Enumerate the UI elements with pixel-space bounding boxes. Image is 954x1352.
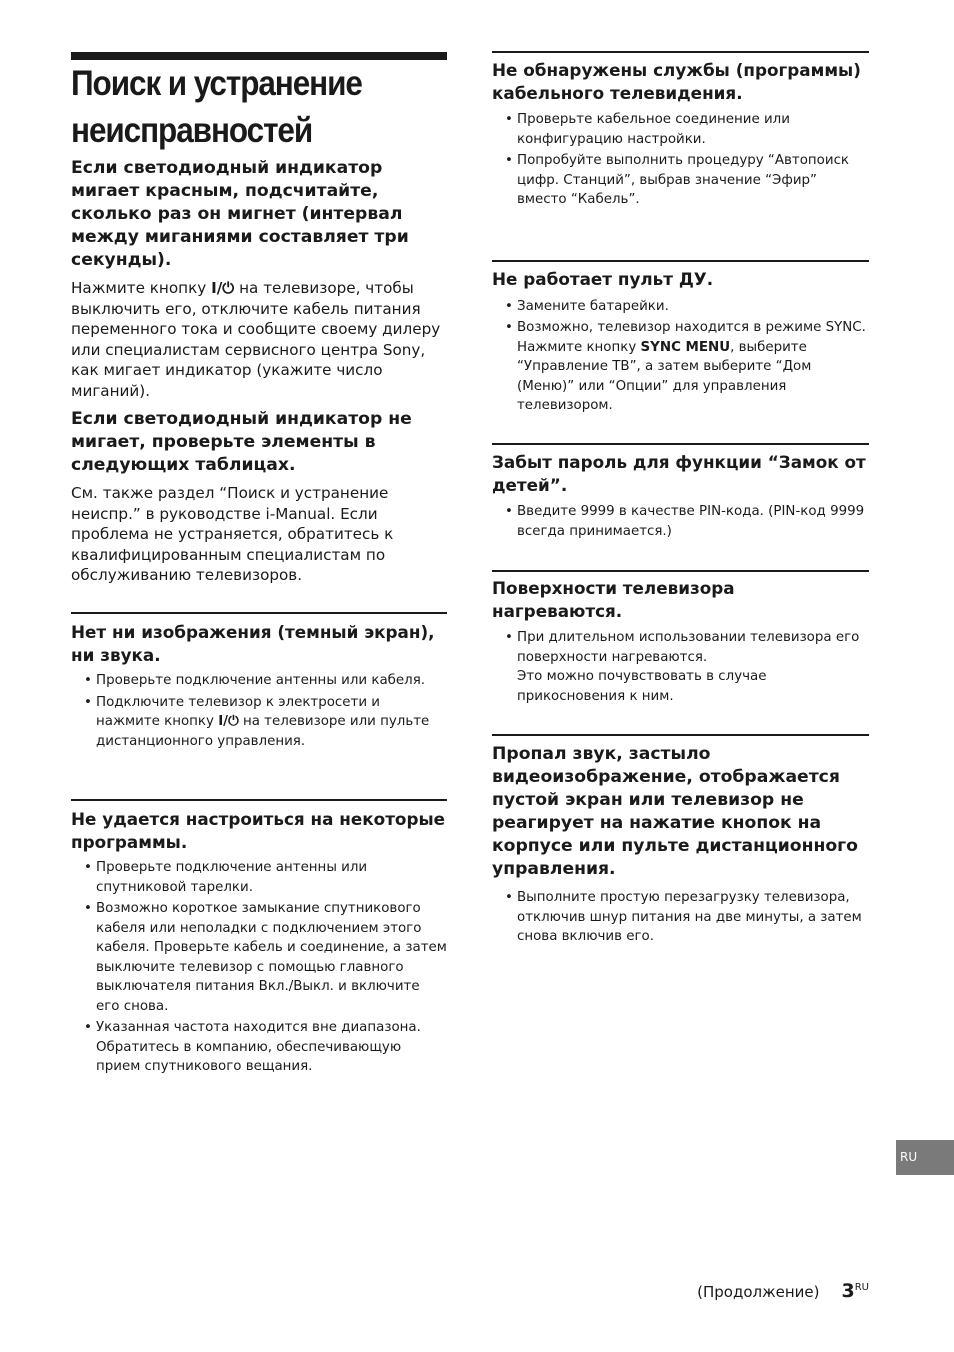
no-picture-heading: Нет ни изображения (темный экран), ни звука.	[71, 622, 435, 665]
intro2-text: См. также раздел “Поиск и устранение неиспр.” в руководстве i-Manual. Если проблема не устраняется, обратитесь к квалифицированным специалистам по обслуживанию телевизоров.	[71, 484, 394, 585]
language-tab: RU	[896, 1140, 954, 1175]
list-item: • Введите 9999 в качестве PIN-кода. (PIN-код 9999 всегда принимается.)	[505, 504, 865, 539]
page-title-line1: Поиск и устранение	[71, 64, 362, 103]
section-divider	[492, 260, 869, 262]
list-item: • Замените батарейки.	[505, 298, 669, 314]
section-divider	[492, 443, 869, 445]
intro1-text-a: Нажмите кнопку	[71, 279, 207, 297]
section-surface	[492, 577, 869, 706]
section-divider	[492, 570, 869, 572]
password-heading: Забыт пароль для функции “Замок от детей”.	[492, 452, 866, 495]
section-cable-services	[492, 59, 869, 210]
continued-label: (Продолжение)	[697, 1283, 820, 1301]
list-item: • Проверьте подключение антенны или спутниковой тарелки.	[84, 860, 368, 895]
intro1-heading: Если светодиодный индикатор мигает красным, подсчитайте, сколько раз он мигнет (интервал между миганиями составляет три секунды).	[71, 158, 409, 270]
section-divider	[492, 734, 869, 736]
section-no-sound	[492, 743, 869, 947]
sync-menu-key: SYNC MENU	[640, 339, 731, 355]
list-item: • Возможно короткое замыкание спутникового кабеля или неполадки с подключением этого кабеля. Проверьте кабель и соединение, а затем выключите телевизор с помощью главного выключателя питания Вкл./Выкл. и включите его снова.	[84, 901, 447, 1014]
no-sound-heading: Пропал звук, застыло видеоизображение, отображается пустой экран или телевизор не реагирует на нажатие кнопок на корпусе или пульте дистанционного управления.	[492, 744, 858, 879]
list-item: • Подключите телевизор к электросети и нажмите кнопку I/⏻ на телевизоре или пульте дистанционного управления.	[84, 694, 430, 749]
section-divider	[71, 799, 447, 801]
no-tune-heading: Не удается настроиться на некоторые программы.	[71, 809, 446, 852]
section-divider	[71, 612, 447, 614]
list-item: • Проверьте кабельное соединение или конфигурацию настройки.	[505, 112, 790, 147]
intro1-text-b: на телевизоре, чтобы выключить его, отключите кабель питания переменного тока и сообщите своему дилеру или специалистам сервисного центра Sony, как мигает индикатор (укажите число миганий).	[71, 279, 441, 400]
title-bar	[71, 52, 447, 60]
remote-heading: Не работает пульт ДУ.	[492, 269, 714, 289]
section-password	[492, 451, 869, 541]
section-remote	[492, 268, 869, 416]
section-no-picture	[71, 621, 447, 751]
intro2-heading: Если светодиодный индикатор не мигает, проверьте элементы в следующих таблицах.	[71, 409, 412, 475]
page-title-line2: неисправностей	[71, 111, 313, 150]
list-item: • Указанная частота находится вне диапазона. Обратитесь в компанию, обеспечивающую прием спутникового вещания.	[84, 1020, 421, 1074]
page-footer	[697, 1280, 869, 1303]
section-no-tune	[71, 808, 447, 1077]
list-item: • Попробуйте выполнить процедуру “Автопоиск цифр. Станций”, выбрав значение “Эфир” вместо “Кабель”.	[505, 153, 850, 207]
surface-heading: Поверхности телевизора нагреваются.	[492, 578, 735, 621]
intro1-text	[71, 278, 447, 402]
section-divider	[492, 51, 869, 53]
power-icon: I/⏻	[218, 714, 239, 729]
page-number: 3	[841, 1280, 855, 1302]
page-title	[71, 60, 449, 154]
intro-block-2	[71, 408, 447, 586]
cable-services-heading: Не обнаружены службы (программы) кабельного телевидения.	[492, 60, 861, 103]
power-icon: I/⏻	[211, 279, 235, 297]
list-item: • Возможно, телевизор находится в режиме SYNC. Нажмите кнопку SYNC MENU, выберите “Управление ТВ”, а затем выберите “Дом (Меню)” или “Опции” для управления телевизором.	[505, 320, 866, 413]
list-item: • Выполните простую перезагрузку телевизора, отключив шнур питания на две минуты, а затем снова включив его.	[505, 890, 862, 944]
list-item: • Проверьте подключение антенны или кабеля.	[84, 673, 426, 688]
list-item: • При длительном использовании телевизора его поверхности нагреваются. Это можно почувствовать в случае прикосновения к ним.	[505, 630, 860, 704]
intro-block-1	[71, 157, 447, 402]
page-suffix: RU	[854, 1282, 869, 1293]
